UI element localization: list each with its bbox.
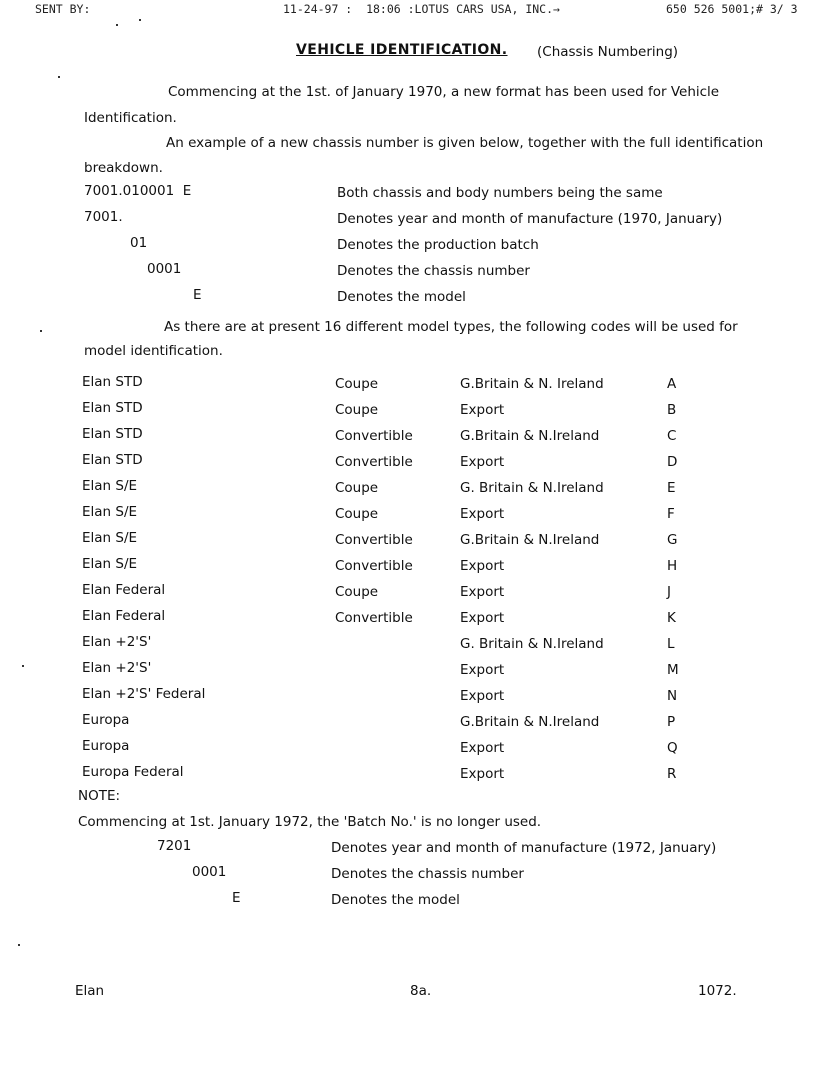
model-code-cell: H bbox=[667, 558, 678, 574]
example-code: 7001. bbox=[84, 209, 123, 225]
market-cell: Export bbox=[460, 688, 505, 704]
market-cell: G.Britain & N.Ireland bbox=[460, 428, 600, 444]
note-text: Commencing at 1st. January 1972, the 'Batch No.' is no longer used. bbox=[78, 814, 542, 830]
market-cell: Export bbox=[460, 610, 505, 626]
body-style-cell: Coupe bbox=[335, 480, 379, 496]
model-name-cell: Elan S/E bbox=[82, 556, 138, 572]
fax-number: 650 526 5001;# 3/ 3 bbox=[666, 2, 798, 16]
model-name-cell: Elan STD bbox=[82, 400, 143, 416]
model-name-cell: Elan STD bbox=[82, 426, 143, 442]
scan-speck bbox=[58, 76, 60, 78]
body-style-cell: Coupe bbox=[335, 584, 379, 600]
intro-paragraph: Commencing at the 1st. of January 1970, a new format has been used for Vehicle Identification. bbox=[84, 84, 720, 126]
model-name-cell: Elan S/E bbox=[82, 530, 138, 546]
footer-page-number: 8a. bbox=[410, 983, 432, 999]
note-desc: Denotes the chassis number bbox=[331, 866, 524, 882]
model-code-cell: B bbox=[667, 402, 677, 418]
scan-speck bbox=[40, 330, 42, 332]
model-code-cell: M bbox=[667, 662, 679, 678]
market-cell: Export bbox=[460, 506, 505, 522]
model-code-cell: G bbox=[667, 532, 678, 548]
model-name-cell: Elan STD bbox=[82, 452, 143, 468]
market-cell: Export bbox=[460, 402, 505, 418]
body-style-cell: Coupe bbox=[335, 402, 379, 418]
model-name-cell: Elan +2'S' Federal bbox=[82, 686, 206, 702]
model-name-cell: Elan +2'S' bbox=[82, 660, 152, 676]
example-code: 01 bbox=[130, 235, 148, 251]
footer-right: 1072. bbox=[698, 983, 737, 999]
example-desc: Denotes the production batch bbox=[337, 237, 539, 253]
model-code-cell: F bbox=[667, 506, 675, 522]
example-desc: Both chassis and body numbers being the same bbox=[337, 185, 663, 201]
body-style-cell: Convertible bbox=[335, 454, 413, 470]
example-paragraph: An example of a new chassis number is given below, together with the full identification breakdown. bbox=[84, 135, 764, 176]
scan-speck bbox=[22, 665, 24, 667]
model-name-cell: Europa bbox=[82, 712, 130, 728]
market-cell: G. Britain & N.Ireland bbox=[460, 636, 604, 652]
model-name-cell: Europa Federal bbox=[82, 764, 184, 780]
example-code: 7001.010001 E bbox=[84, 183, 192, 199]
note-label: NOTE: bbox=[78, 788, 121, 804]
example-desc: Denotes the model bbox=[337, 289, 466, 305]
example-desc: Denotes the chassis number bbox=[337, 263, 530, 279]
body-style-cell: Convertible bbox=[335, 610, 413, 626]
model-code-cell: D bbox=[667, 454, 678, 470]
example-desc: Denotes year and month of manufacture (1970, January) bbox=[337, 211, 723, 227]
model-name-cell: Elan S/E bbox=[82, 504, 138, 520]
body-style-cell: Convertible bbox=[335, 558, 413, 574]
note-desc: Denotes the model bbox=[331, 892, 460, 908]
body-style-cell: Coupe bbox=[335, 506, 379, 522]
model-name-cell: Elan Federal bbox=[82, 582, 166, 598]
page-title: VEHICLE IDENTIFICATION. bbox=[296, 42, 508, 58]
market-cell: Export bbox=[460, 558, 505, 574]
model-name-cell: Elan Federal bbox=[82, 608, 166, 624]
body-style-cell: Coupe bbox=[335, 376, 379, 392]
market-cell: G.Britain & N.Ireland bbox=[460, 532, 600, 548]
model-code-cell: E bbox=[667, 480, 676, 496]
market-cell: Export bbox=[460, 454, 505, 470]
fax-sent-by: SENT BY: bbox=[35, 2, 91, 16]
market-cell: Export bbox=[460, 584, 505, 600]
model-code-cell: R bbox=[667, 766, 677, 782]
model-code-cell: C bbox=[667, 428, 677, 444]
market-cell: Export bbox=[460, 662, 505, 678]
note-code: 0001 bbox=[192, 864, 227, 880]
model-code-cell: J bbox=[667, 584, 671, 600]
model-name-cell: Elan STD bbox=[82, 374, 143, 390]
scan-speck bbox=[18, 944, 20, 946]
example-code: E bbox=[193, 287, 202, 303]
page-subtitle: (Chassis Numbering) bbox=[537, 44, 679, 60]
model-intro-paragraph: As there are at present 16 different model types, the following codes will be used for model identification. bbox=[84, 319, 738, 359]
market-cell: G. Britain & N.Ireland bbox=[460, 480, 604, 496]
model-code-cell: P bbox=[667, 714, 676, 730]
model-code-cell: Q bbox=[667, 740, 678, 756]
market-cell: G.Britain & N. Ireland bbox=[460, 376, 604, 392]
model-code-cell: L bbox=[667, 636, 675, 652]
example-code: 0001 bbox=[147, 261, 182, 277]
model-code-cell: K bbox=[667, 610, 676, 626]
model-code-cell: A bbox=[667, 376, 677, 392]
market-cell: Export bbox=[460, 740, 505, 756]
fax-datetime: 11-24-97 : 18:06 :LOTUS CARS USA, INC.→ bbox=[283, 2, 560, 16]
model-name-cell: Elan S/E bbox=[82, 478, 138, 494]
note-code: 7201 bbox=[157, 838, 192, 854]
market-cell: Export bbox=[460, 766, 505, 782]
model-code-cell: N bbox=[667, 688, 678, 704]
scan-speck bbox=[116, 24, 118, 26]
market-cell: G.Britain & N.Ireland bbox=[460, 714, 600, 730]
footer-left: Elan bbox=[75, 983, 105, 999]
scan-speck bbox=[139, 19, 141, 21]
body-style-cell: Convertible bbox=[335, 428, 413, 444]
note-code: E bbox=[232, 890, 241, 906]
model-name-cell: Europa bbox=[82, 738, 130, 754]
model-name-cell: Elan +2'S' bbox=[82, 634, 152, 650]
body-style-cell: Convertible bbox=[335, 532, 413, 548]
note-desc: Denotes year and month of manufacture (1972, January) bbox=[331, 840, 717, 856]
